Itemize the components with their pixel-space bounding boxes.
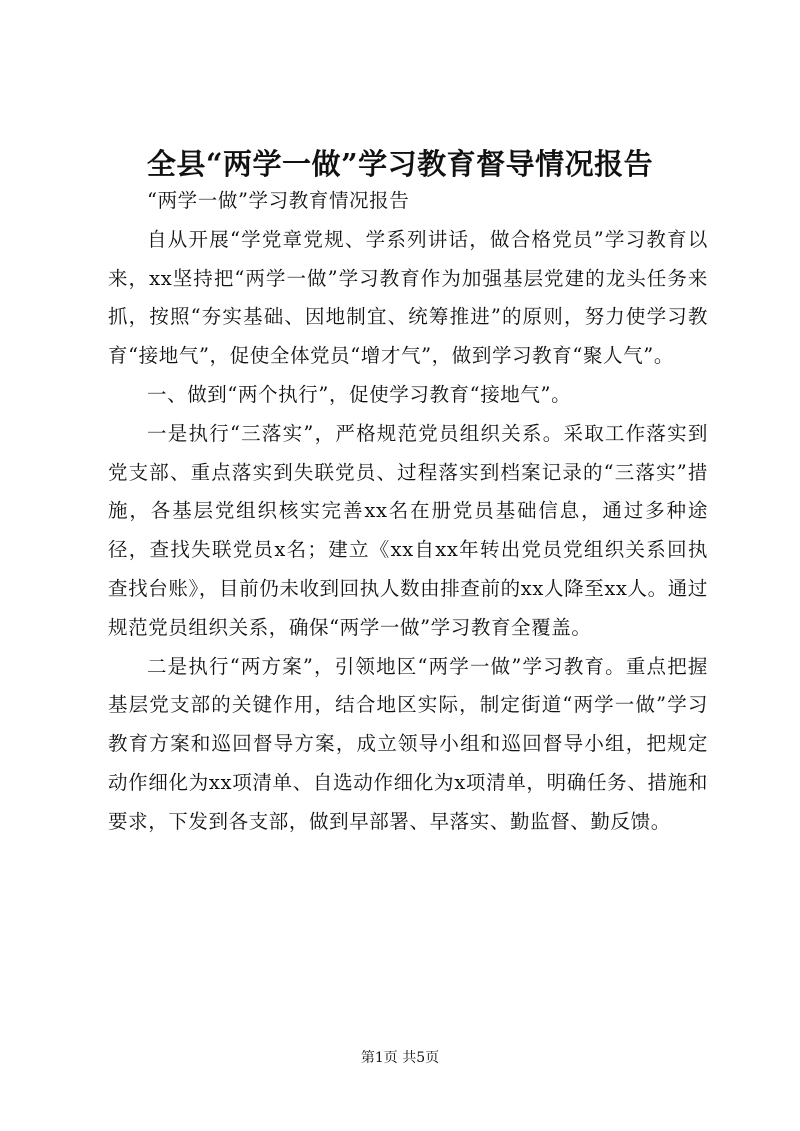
paragraph-point-two: 二是执行“两方案”，引领地区“两学一做”学习教育。重点把握基层党支部的关键作用，结合地区实际，制定街道“两学一做”学习教育方案和巡回督导方案，成立领导小组和巡回督导小组，把规定动作细化为xx项清单、自选动作细化为x项清单，明确任务、措施和要求，下发到各支部，做到早部署、早落实、勤监督、勤反馈。: [108, 654, 708, 833]
document-body: [108, 182, 708, 842]
paragraph-intro: 自从开展“学党章党规、学系列讲话，做合格党员”学习教育以来，xx坚持把“两学一做”学习教育作为加强基层党建的龙头任务来抓，按照“夯实基础、因地制宜、统筹推进”的原则，努力使学习教育“接地气”，促使全体党员“增才气”，做到学习教育“聚人气”。: [108, 227, 708, 368]
document-title: 全县“两学一做”学习教育督导情况报告: [146, 147, 654, 181]
page-number-footer: 第1页 共5页: [360, 1050, 440, 1066]
paragraph-subtitle: “两学一做”学习教育情况报告: [147, 189, 410, 212]
paragraph-section-heading: 一、做到“两个执行”，促使学习教育“接地气”。: [147, 382, 572, 406]
paragraph-point-one: 一是执行“三落实”，严格规范党员组织关系。采取工作落实到党支部、重点落实到失联党员、过程落实到档案记录的“三落实”措施，各基层党组织核实完善xx名在册党员基础信息，通过多种途径，查找失联党员x名；建立《xx自xx年转出党员党组织关系回执查找台账》，目前仍未收到回执人数由排查前的xx人降至xx人。通过规范党员组织关系，确保“两学一做”学习教育全覆盖。: [108, 421, 708, 639]
